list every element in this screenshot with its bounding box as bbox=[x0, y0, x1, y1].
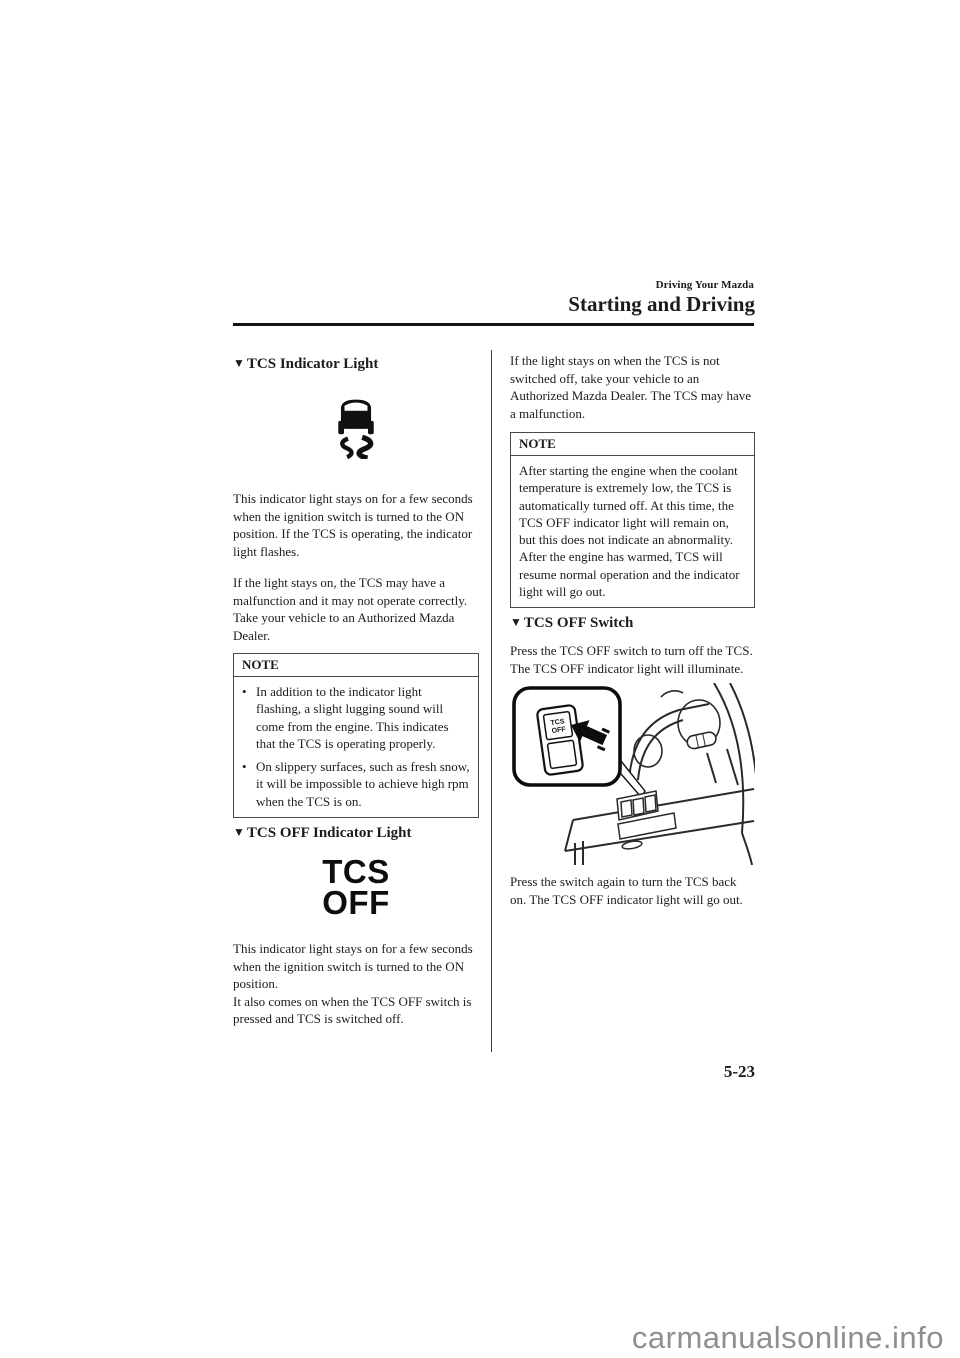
section-marker-icon: ▼ bbox=[233, 356, 245, 370]
body-paragraph: If the light stays on when the TCS is not switched off, take your vehicle to an Authorized Mazda Dealer. The TCS may have a malfunction. bbox=[510, 353, 752, 421]
section-marker-icon: ▼ bbox=[233, 825, 245, 840]
body-paragraph: Press the switch again to turn the TCS back on. The TCS OFF indicator light will go out. bbox=[510, 874, 743, 907]
note-body bbox=[234, 677, 478, 817]
body-paragraph: This indicator light stays on for a few seconds when the ignition switch is turned to the ON position. If the TCS is operating, the indicator light flashes. bbox=[233, 491, 473, 559]
switch-label-line2: OFF bbox=[551, 726, 567, 736]
tcs-off-indicator-graphic bbox=[233, 853, 479, 922]
page-number: 5-23 bbox=[723, 1062, 755, 1081]
note-box bbox=[510, 432, 755, 608]
note-box bbox=[233, 653, 479, 818]
tcs-indicator-icon bbox=[329, 397, 383, 464]
section-heading-tcs-off-switch bbox=[510, 615, 755, 632]
left-column bbox=[233, 349, 479, 1028]
section-marker-icon: ▼ bbox=[510, 615, 522, 630]
note-label: NOTE bbox=[234, 654, 478, 677]
watermark: carmanualsonline.info bbox=[631, 1320, 944, 1355]
note-bullet-text: On slippery surfaces, such as fresh snow, it will be impossible to achieve high rpm when the TCS is on. bbox=[256, 759, 470, 809]
right-column bbox=[510, 349, 755, 908]
body-paragraph: This indicator light stays on for a few seconds when the ignition switch is turned to the ON position. bbox=[233, 941, 473, 992]
body-paragraph: Press the TCS OFF switch to turn off the TCS. The TCS OFF indicator light will illuminate. bbox=[510, 643, 753, 676]
column-divider bbox=[491, 350, 492, 1052]
section-heading-tcs-off-indicator-light bbox=[233, 825, 479, 842]
section-heading-tcs-indicator-light bbox=[233, 356, 479, 373]
body-paragraph: It also comes on when the TCS OFF switch is pressed and TCS is switched off. bbox=[233, 993, 472, 1027]
header-eyebrow: Driving Your Mazda bbox=[655, 279, 754, 291]
section-heading-text: TCS Indicator Light bbox=[246, 356, 379, 372]
page-title: Starting and Driving bbox=[568, 292, 755, 316]
tcs-off-indicator-line1: TCS bbox=[322, 853, 390, 891]
switch-label-line1: TCS bbox=[550, 718, 565, 728]
tcs-off-switch-illustration bbox=[510, 683, 755, 865]
note-bullet-text: In addition to the indicator light flashing, a slight lugging sound will come from the engine. This indicates that the TCS is operating properly. bbox=[256, 684, 449, 751]
note-text: After starting the engine when the coolant temperature is extremely low, the TCS is automatically turned off. At this time, the TCS OFF indicator light will remain on, but this does not indicate an abnormality. After the engine has warmed, TCS will resume normal operation and the indicator light will go out. bbox=[519, 463, 740, 600]
section-heading-text: TCS OFF Switch bbox=[523, 615, 634, 632]
tcs-off-indicator-line2: OFF bbox=[322, 884, 390, 922]
bullet-icon: • bbox=[242, 759, 247, 775]
note-body bbox=[511, 456, 754, 607]
section-heading-text: TCS OFF Indicator Light bbox=[246, 825, 412, 842]
note-label: NOTE bbox=[511, 433, 754, 456]
header-rule bbox=[233, 323, 754, 326]
bullet-icon: • bbox=[242, 684, 247, 699]
note-bullet-item bbox=[242, 758, 470, 810]
body-paragraph: If the light stays on, the TCS may have a malfunction and it may not operate correctly. Take your vehicle to an Authorized Mazda Dealer. bbox=[233, 575, 468, 643]
note-bullet-item bbox=[242, 683, 470, 752]
